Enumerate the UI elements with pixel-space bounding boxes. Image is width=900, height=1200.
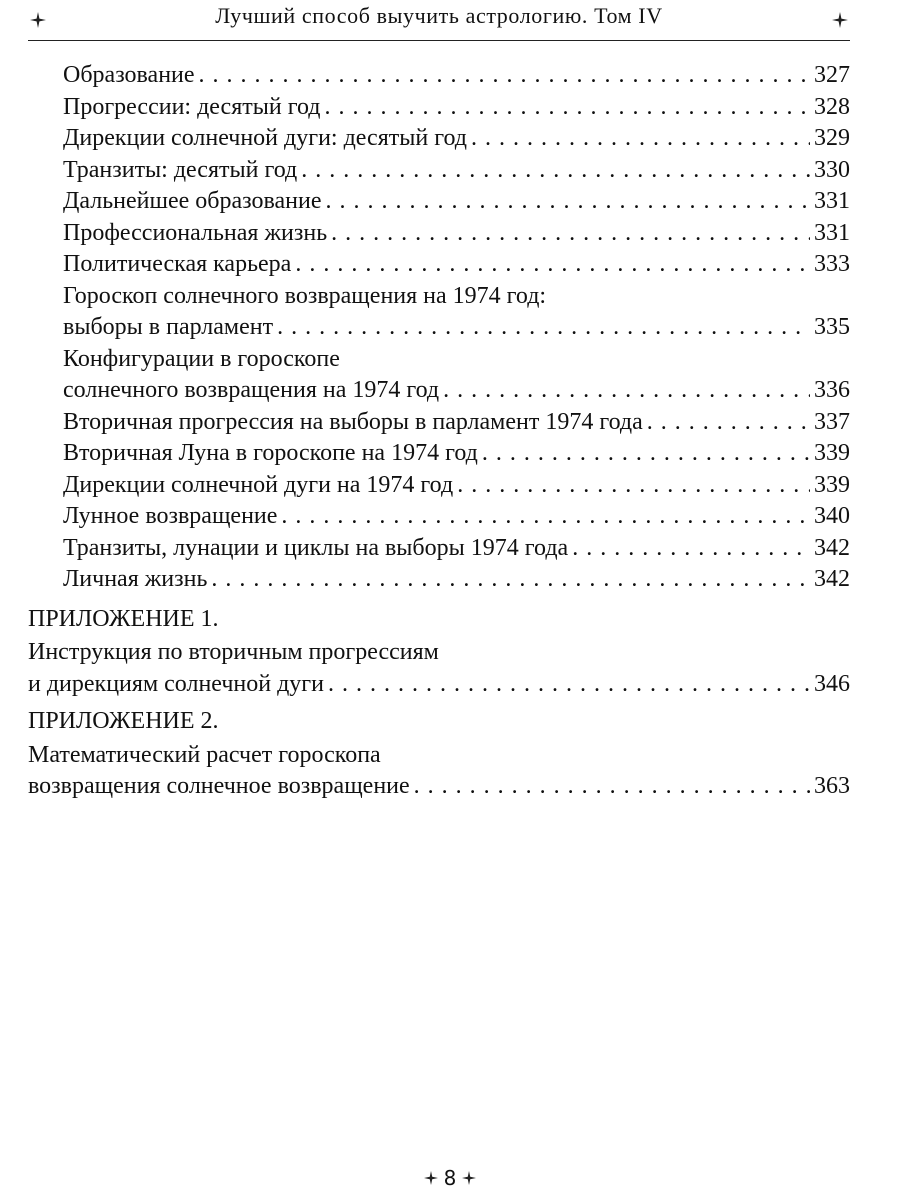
appendix-heading: ПРИЛОЖЕНИЕ 1. <box>28 605 219 632</box>
toc-entry-last-line <box>63 92 850 124</box>
toc-page-number: 363 <box>814 773 850 799</box>
toc-entry-title-line: Лунное возвращение <box>63 503 278 529</box>
dot-leader <box>277 312 810 344</box>
toc-entry-title-line: выборы в парламент <box>63 314 274 340</box>
toc-page-number: 339 <box>814 471 850 498</box>
toc-entry-last-line <box>28 771 850 803</box>
toc-entry-title-line: Инструкция по вторичным прогрессиям <box>28 639 439 665</box>
toc-entry <box>28 564 850 596</box>
toc-entry-title-line: Образование <box>63 62 195 88</box>
toc-entry-last-line <box>63 60 850 92</box>
toc-entry <box>28 186 850 218</box>
dot-leader <box>328 669 810 701</box>
dot-leader <box>482 438 810 470</box>
toc-entry-last-line <box>63 155 850 187</box>
header-title: Лучший способ выучить астрологию. Том IV <box>215 3 663 28</box>
toc-page-number: 342 <box>814 566 850 592</box>
four-point-star-icon <box>424 1166 438 1180</box>
toc-page-number: 331 <box>814 188 850 214</box>
toc-entry <box>28 249 850 281</box>
toc-entry-last-line <box>28 669 850 701</box>
toc-entry <box>28 155 850 187</box>
page-number: 8 <box>443 1166 457 1190</box>
toc-entry <box>28 60 850 92</box>
toc-entry-last-line <box>63 218 850 250</box>
toc-page-number: 327 <box>814 62 850 88</box>
toc-entry-title-line: Математический расчет гороскопа <box>28 741 381 768</box>
page-footer <box>0 1166 900 1190</box>
toc-entry <box>28 344 850 407</box>
toc-entry-last-line <box>63 470 850 502</box>
dot-leader <box>324 92 810 124</box>
toc-entry-title-line: Дирекции солнечной дуги на 1974 год <box>63 471 454 498</box>
table-of-contents <box>28 60 850 803</box>
toc-page-number: 330 <box>814 156 850 183</box>
toc-page-number: 337 <box>814 408 850 435</box>
four-point-star-icon <box>462 1166 476 1180</box>
toc-entry-title-line: Дирекции солнечной дуги: десятый год <box>63 125 467 151</box>
toc-entry-title-line: Личная жизнь <box>63 566 208 592</box>
dot-leader <box>457 470 810 502</box>
toc-entry <box>28 438 850 470</box>
toc-page-number: 342 <box>814 534 850 561</box>
dot-leader <box>331 218 810 250</box>
toc-entry-title-line: Транзиты, лунации и циклы на выборы 1974 года <box>63 534 569 561</box>
toc-entry-last-line <box>63 375 850 407</box>
toc-entry-title-line: Вторичная прогрессия на выборы в парламент 1974 года <box>63 408 643 435</box>
toc-entry <box>28 407 850 439</box>
four-point-star-icon <box>832 12 848 28</box>
toc-entry-title-line: Транзиты: десятый год <box>63 156 298 183</box>
toc-entry-title-line: возвращения солнечное возвращение <box>28 773 410 799</box>
toc-entry-title-line: и дирекциям солнечной дуги <box>28 670 324 697</box>
toc-entry-title-line: Дальнейшее образование <box>63 188 322 214</box>
toc-entry-last-line <box>63 501 850 533</box>
toc-entry <box>28 218 850 250</box>
toc-page-number: 329 <box>814 125 850 151</box>
toc-page-number: 328 <box>814 93 850 120</box>
dot-leader <box>295 249 810 281</box>
toc-entry <box>28 637 850 700</box>
dot-leader <box>211 564 810 596</box>
dot-leader <box>326 186 811 218</box>
toc-page-number: 340 <box>814 503 850 529</box>
toc-entry-title-line: Вторичная Луна в гороскопе на 1974 год <box>63 440 478 466</box>
toc-entry-last-line <box>63 533 850 565</box>
toc-page-number: 331 <box>814 219 850 246</box>
dot-leader <box>572 533 810 565</box>
dot-leader <box>199 60 810 92</box>
dot-leader <box>414 771 810 803</box>
dot-leader <box>443 375 810 407</box>
dot-leader <box>471 123 810 155</box>
toc-entry-title-line: Профессиональная жизнь <box>63 219 328 246</box>
toc-entry-last-line <box>63 438 850 470</box>
toc-entry <box>28 123 850 155</box>
toc-entry <box>28 501 850 533</box>
toc-entry-last-line <box>63 123 850 155</box>
toc-entry <box>28 92 850 124</box>
dot-leader <box>281 501 810 533</box>
toc-page-number: 346 <box>814 670 850 697</box>
toc-page-number: 335 <box>814 314 850 340</box>
toc-page-number: 336 <box>814 377 850 403</box>
toc-entry-last-line <box>63 312 850 344</box>
toc-entry <box>28 470 850 502</box>
toc-entry <box>28 281 850 344</box>
toc-entry-title-line: Гороскоп солнечного возвращения на 1974 год: <box>63 282 547 309</box>
toc-entry-last-line <box>63 407 850 439</box>
dot-leader <box>647 407 810 439</box>
appendix-heading: ПРИЛОЖЕНИЕ 2. <box>28 708 219 734</box>
toc-entry-title-line: Политическая карьера <box>63 251 292 277</box>
toc-entry-title-line: солнечного возвращения на 1974 год <box>63 377 440 403</box>
running-header <box>28 0 850 41</box>
toc-entry-title-line: Конфигурации в гороскопе <box>63 345 340 372</box>
dot-leader <box>301 155 810 187</box>
toc-entry-last-line <box>63 249 850 281</box>
toc-entry-last-line <box>63 564 850 596</box>
toc-page-number: 333 <box>814 251 850 277</box>
toc-entry-title-line: Прогрессии: десятый год <box>63 93 321 120</box>
toc-entry <box>28 740 850 803</box>
toc-page-number: 339 <box>814 440 850 466</box>
toc-entry-last-line <box>63 186 850 218</box>
toc-entry <box>28 533 850 565</box>
